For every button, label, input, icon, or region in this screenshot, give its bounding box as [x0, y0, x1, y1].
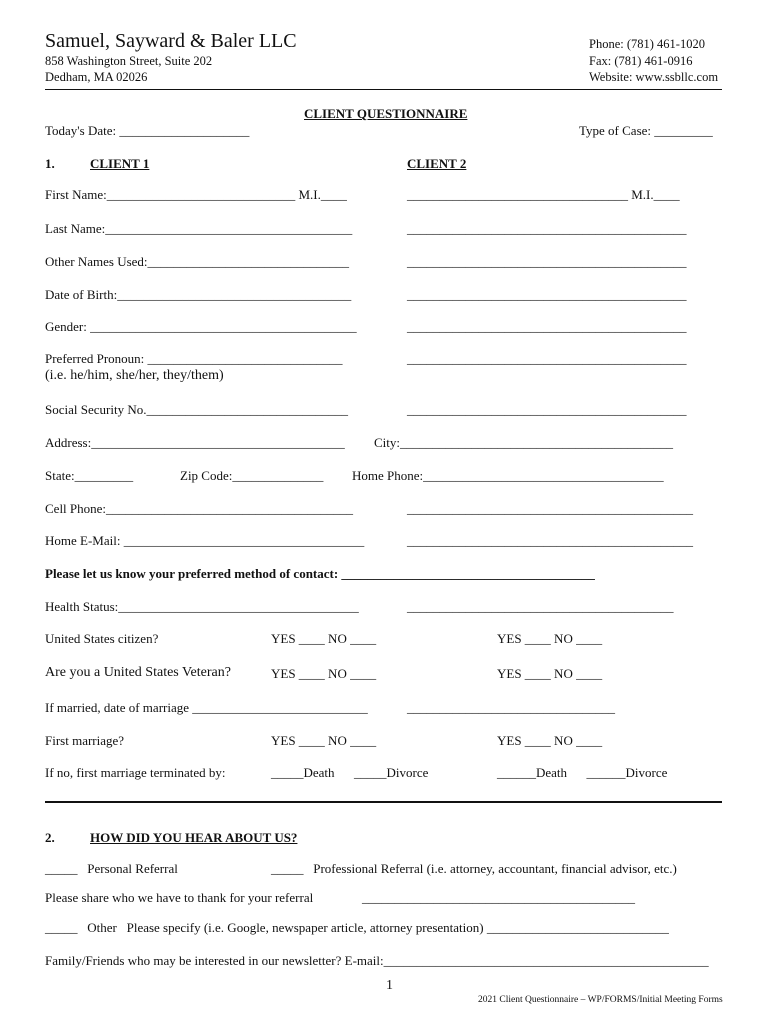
form-title: CLIENT QUESTIONNAIRE	[304, 106, 468, 121]
section2-title: HOW DID YOU HEAR ABOUT US?	[90, 830, 298, 845]
first-marriage-question: First marriage?	[45, 733, 125, 748]
gender-client2[interactable]: ___________________________________________	[407, 319, 687, 334]
pronoun-client1[interactable]: Preferred Pronoun: ______________________________	[45, 351, 343, 366]
thank-referral-prompt: Please share who we have to thank for your referral	[45, 890, 314, 905]
todays-date-field[interactable]: Today's Date: ____________________	[45, 123, 250, 138]
first-marriage-yes-no-client1[interactable]: YES ____ NO ____	[271, 733, 377, 748]
newsletter-email-field[interactable]: Family/Friends who may be interested in our newsletter? E-mail:__________________________________________________	[45, 953, 709, 968]
page-number: 1	[386, 978, 393, 993]
veteran-yes-no-client1[interactable]: YES ____ NO ____	[271, 666, 377, 681]
firm-address-line2: Dedham, MA 02026	[45, 70, 148, 84]
other-names-client2[interactable]: ___________________________________________	[407, 254, 687, 269]
veteran-question: Are you a United States Veteran?	[45, 665, 231, 680]
state-field[interactable]: State:_________	[45, 468, 134, 483]
other-names-client1[interactable]: Other Names Used:_______________________________	[45, 254, 350, 269]
marriage-date-client1[interactable]: If married, date of marriage ___________________________	[45, 700, 368, 715]
cell-phone-client2[interactable]: ____________________________________________	[407, 501, 693, 516]
first-marriage-yes-no-client2[interactable]: YES ____ NO ____	[497, 733, 603, 748]
gender-client1[interactable]: Gender: _________________________________________	[45, 319, 357, 334]
citizen-yes-no-client2[interactable]: YES ____ NO ____	[497, 631, 603, 646]
thank-referral-field[interactable]: __________________________________________	[362, 890, 635, 905]
dob-client1[interactable]: Date of Birth:____________________________________	[45, 287, 352, 302]
death-divorce-client1[interactable]: _____Death _____Divorce	[271, 765, 429, 780]
citizen-question: United States citizen?	[45, 631, 159, 646]
firm-address-line1: 858 Washington Street, Suite 202	[45, 54, 213, 68]
ssn-client1[interactable]: Social Security No._______________________________	[45, 402, 348, 417]
first-name-client2[interactable]: __________________________________ M.I.____	[407, 187, 680, 202]
citizen-yes-no-client1[interactable]: YES ____ NO ____	[271, 631, 377, 646]
professional-referral-option[interactable]: _____ Professional Referral (i.e. attorney, accountant, financial advisor, etc.)	[271, 861, 677, 876]
home-email-client1[interactable]: Home E-Mail: _____________________________________	[45, 533, 365, 548]
health-status-client1[interactable]: Health Status:_____________________________________	[45, 599, 359, 614]
section-divider	[45, 801, 722, 803]
other-source-field[interactable]: _____ Other Please specify (i.e. Google, newspaper article, attorney presentation) ____________________________	[45, 920, 669, 935]
document-id: 2021 Client Questionnaire – WP/FORMS/Initial Meeting Forms	[478, 995, 723, 1005]
city-field[interactable]: City:__________________________________________	[374, 435, 674, 450]
marriage-terminated-question: If no, first marriage terminated by:	[45, 765, 226, 780]
pronoun-hint: (i.e. he/him, she/her, they/them)	[45, 368, 224, 383]
section2-number: 2.	[45, 830, 55, 845]
pronoun-client2[interactable]: ___________________________________________	[407, 351, 687, 366]
zip-field[interactable]: Zip Code:______________	[180, 468, 324, 483]
firm-phone: Phone: (781) 461-1020	[589, 37, 705, 51]
letterhead-divider	[45, 89, 722, 90]
veteran-yes-no-client2[interactable]: YES ____ NO ____	[497, 666, 603, 681]
preferred-contact-field[interactable]: Please let us know your preferred method of contact: _______________________________________	[45, 566, 595, 581]
section1-number: 1.	[45, 156, 55, 171]
home-email-client2[interactable]: ____________________________________________	[407, 533, 693, 548]
firm-website: Website: www.ssbllc.com	[589, 70, 719, 84]
client1-heading: CLIENT 1	[90, 156, 150, 171]
last-name-client1[interactable]: Last Name:______________________________________	[45, 221, 353, 236]
marriage-date-client2[interactable]: ________________________________	[407, 700, 615, 715]
personal-referral-option[interactable]: _____ Personal Referral	[45, 861, 178, 876]
firm-name: Samuel, Sayward & Baler LLC	[45, 30, 297, 52]
client2-heading: CLIENT 2	[407, 156, 467, 171]
type-of-case-field[interactable]: Type of Case: _________	[579, 123, 713, 138]
address-field[interactable]: Address:_______________________________________	[45, 435, 345, 450]
dob-client2[interactable]: ___________________________________________	[407, 287, 687, 302]
last-name-client2[interactable]: ___________________________________________	[407, 221, 687, 236]
ssn-client2[interactable]: ___________________________________________	[407, 402, 687, 417]
home-phone-field[interactable]: Home Phone:_____________________________________	[352, 468, 664, 483]
health-status-client2[interactable]: _________________________________________	[407, 599, 674, 614]
first-name-client1[interactable]: First Name:_____________________________ M.I.____	[45, 187, 347, 202]
cell-phone-client1[interactable]: Cell Phone:______________________________________	[45, 501, 354, 516]
death-divorce-client2[interactable]: ______Death ______Divorce	[497, 765, 668, 780]
firm-fax: Fax: (781) 461-0916	[589, 54, 693, 68]
